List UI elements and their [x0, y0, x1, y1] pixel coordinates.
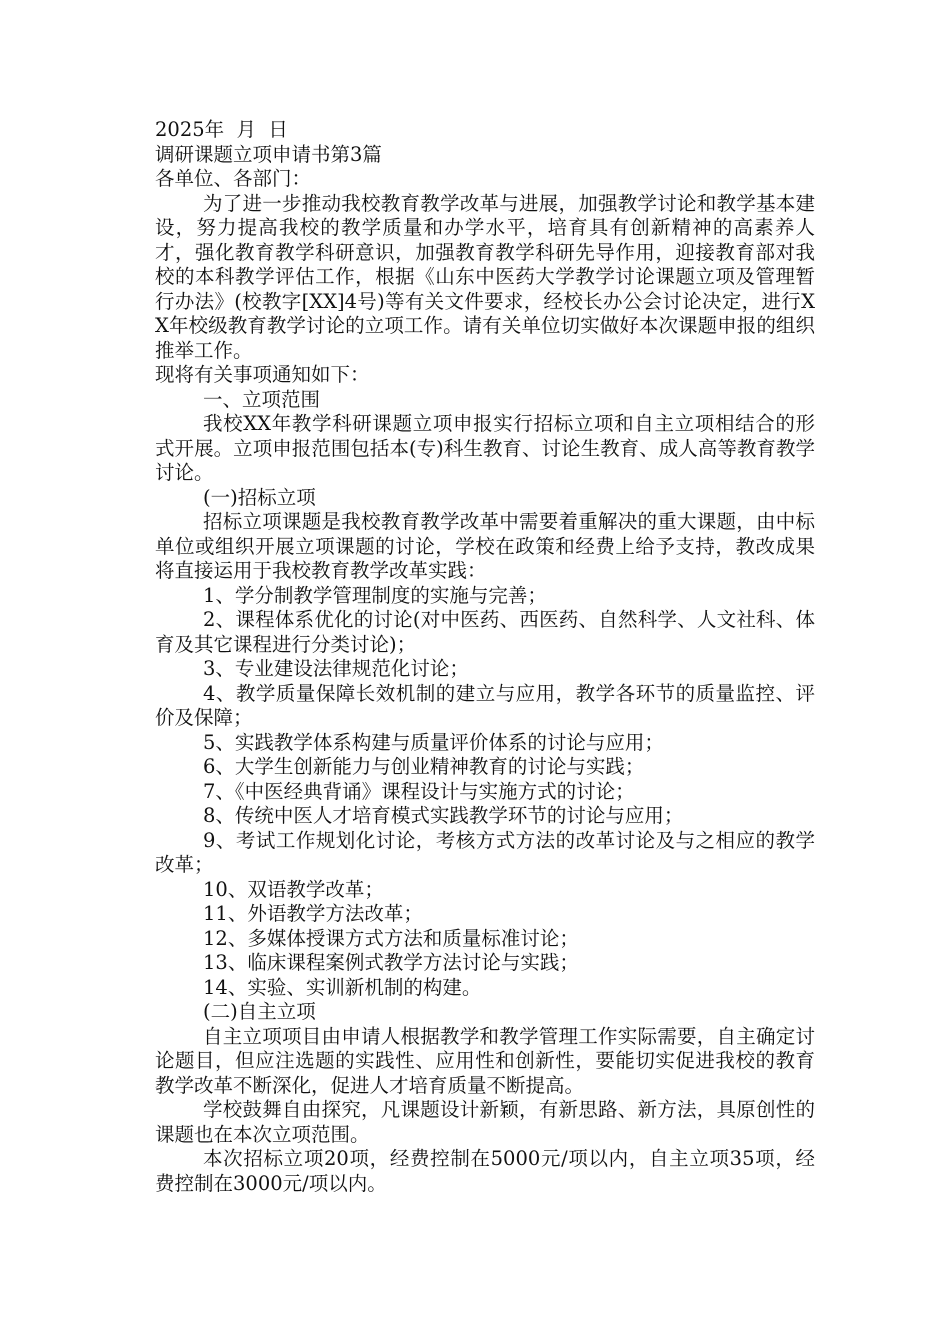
- salutation: 各单位、各部门：: [155, 167, 312, 190]
- list-item-3: 3、专业建设法律规范化讨论；: [203, 657, 469, 680]
- document-body: [155, 118, 815, 1196]
- list-item-7: 7、《中医经典背诵》课程设计与实施方式的讨论；: [203, 779, 635, 803]
- list-item-8: 8、传统中医人才培育模式实践教学环节的讨论与应用；: [203, 804, 684, 827]
- section-heading-scope: 一、立项范围: [203, 387, 321, 411]
- paragraph-encourage: 学校鼓舞自由探究，凡课题设计新颖，有新思路、新方法，具原创性的课题也在本次立项范围。: [155, 1098, 815, 1146]
- paragraph-scope: 我校XX年教学科研课题立项申报实行招标立项和自主立项相结合的形式开展。立项申报范围包括本(专)科生教育、讨论生教育、成人高等教育教学讨论。: [155, 412, 815, 484]
- list-item-9: 9、考试工作规划化讨论，考核方式方法的改革讨论及与之相应的教学改革；: [155, 828, 815, 876]
- date-line: 2025年 月 日: [155, 118, 288, 141]
- paragraph-quota: 本次招标立项20项，经费控制在5000元/项以内，自主立项35项，经费控制在3000元/项以内。: [155, 1147, 815, 1195]
- paragraph-bidding: 招标立项课题是我校教育教学改革中需要着重解决的重大课题，由中标单位或组织开展立项课题的讨论，学校在政策和经费上给予支持，教改成果将直接运用于我校教育教学改革实践：: [155, 510, 815, 582]
- list-item-14: 14、实验、实训新机制的构建。: [203, 975, 482, 999]
- subsection-heading-self: (二)自主立项: [203, 1000, 316, 1023]
- list-item-10: 10、双语教学改革；: [203, 877, 384, 901]
- subsection-heading-bidding: (一)招标立项: [203, 485, 316, 509]
- list-item-12: 12、多媒体授课方式方法和质量标准讨论；: [203, 926, 579, 950]
- paragraph-intro: 为了进一步推动我校教育教学改革与进展，加强教学讨论和教学基本建设，努力提高我校的教学质量和办学水平，培育具有创新精神的高素养人才，强化教育教学科研意识，加强教育教学科研先导作用，迎接教育部对我校的本科教学评估工作，根据《山东中医药大学教学讨论课题立项及管理暂行办法》(校教字[XX]4号)等有关文件要求，经校长办公会讨论决定，进行XX年校级教育教学讨论的立项工作。请有关单位切实做好本次课题申报的组织推举工作。: [155, 191, 815, 362]
- list-item-4: 4、教学质量保障长效机制的建立与应用，教学各环节的质量监控、评价及保障；: [155, 681, 815, 729]
- paragraph-self: 自主立项项目由申请人根据教学和教学管理工作实际需要，自主确定讨论题目，但应注选题的实践性、应用性和创新性，要能切实促进我校的教育教学改革不断深化，促进人才培育质量不断提高。: [155, 1024, 815, 1097]
- document-title: 调研课题立项申请书第3篇: [155, 142, 382, 166]
- list-item-11: 11、外语教学方法改革；: [203, 902, 423, 925]
- list-item-13: 13、临床课程案例式教学方法讨论与实践；: [203, 951, 579, 974]
- list-item-1: 1、学分制教学管理制度的实施与完善；: [203, 583, 547, 607]
- list-item-6: 6、大学生创新能力与创业精神教育的讨论与实践；: [203, 755, 645, 778]
- paragraph-notice: 现将有关事项通知如下：: [155, 363, 370, 386]
- list-item-2: 2、课程体系优化的讨论(对中医药、西医药、自然科学、人文社科、体育及其它课程进行分类讨论)；: [155, 608, 815, 656]
- list-item-5: 5、实践教学体系构建与质量评价体系的讨论与应用；: [203, 730, 664, 754]
